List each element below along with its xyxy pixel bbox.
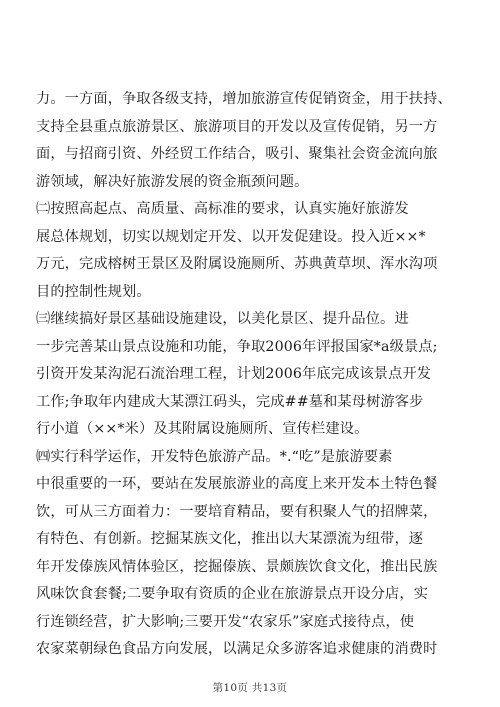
paragraph-funding: [36, 86, 464, 196]
text-line: 行小道（××*米）及其附属设施厕所、宣传栏建设。: [36, 421, 369, 437]
text-line: 工作;争取年内建成大某漂江码头，完成##墓和某母树游客步: [36, 393, 424, 410]
paragraph-planning: [36, 196, 464, 306]
text-line: 展总体规划，切实以规划定开发、以开发促建设。投入近××*: [36, 228, 426, 245]
text-line: ㈡按照高起点、高质量、高标准的要求，认真实施好旅游发: [36, 201, 409, 217]
text-line: 饮，可从三方面着力：一要培育精品，要有积聚人气的招牌菜，: [36, 503, 438, 520]
page-number-footer: 第10页 共13页: [212, 682, 288, 694]
text-line: 目的控制性规划。: [36, 283, 151, 300]
text-line: 中很重要的一环，要站在发展旅游业的高度上来开发本土特色餐: [36, 476, 438, 492]
paragraph-products: [36, 444, 464, 664]
text-line: 面，与招商引资、外经贸工作结合，吸引、聚集社会资金流向旅: [36, 146, 438, 162]
text-line: 万元，完成榕树王景区及附属设施厕所、苏典黄草坝、浑水沟项: [36, 256, 438, 272]
text-line: ㈣实行科学运作，开发特色旅游产品。*.“吃”是旅游要素: [36, 448, 393, 465]
text-line: 风味饮食套餐;二要争取有资质的企业在旅游景点开设分店，实: [36, 586, 429, 602]
text-line: 支持全县重点旅游景区、旅游项目的开发以及宣传促销，另一方: [36, 118, 438, 135]
text-line: 行连锁经营，扩大影响;三要开发“农家乐”家庭式接待点，使: [36, 613, 415, 630]
text-line: 游领域，解决好旅游发展的资金瓶颈问题。: [36, 173, 309, 190]
text-line: 力。一方面，争取各级支持，增加旅游宣传促销资金，用于扶持、: [36, 91, 452, 107]
text-line: 农家菜朝绿色食品方向发展，以满足众多游客追求健康的消费时: [36, 641, 438, 657]
text-line: 有特色、有创新。挖掘某族文化，推出以大某漂流为纽带，逐: [36, 531, 424, 547]
text-line: 一步完善某山景点设施和功能，争取2006年评报国家*a级景点;: [36, 338, 438, 355]
paragraph-infrastructure: [36, 306, 464, 444]
text-line: ㈢继续搞好景区基础设施建设，以美化景区、提升品位。进: [36, 311, 409, 327]
text-line: 引资开发某沟泥石流治理工程，计划2006年底完成该景点开发: [36, 366, 432, 382]
document-body: [36, 86, 464, 664]
text-line: 年开发傣族风情体验区，挖掘傣族、景颇族饮食文化，推出民族: [36, 558, 438, 575]
